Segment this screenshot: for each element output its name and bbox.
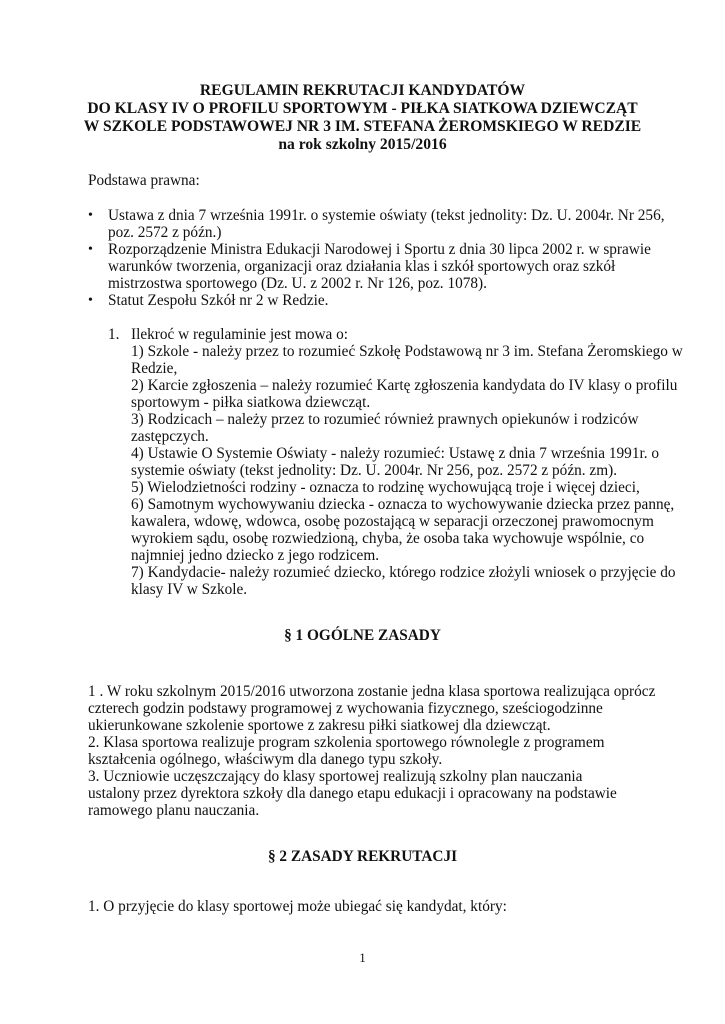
definitions-line: wyrokiem sądu, osobę rozwiedzioną, chyba, że osoba taka wychowuje wspólnie, co xyxy=(131,530,645,547)
definitions-line: najmniej jedno dziecko z jego rodzicem. xyxy=(131,547,380,564)
definitions-line: klasy IV w Szkole. xyxy=(131,581,248,598)
title-line-2: DO KLASY IV O PROFILU SPORTOWYM - PIŁKA SIATKOWA DZIEWCZĄT xyxy=(87,100,638,117)
definitions-line: systemie oświaty (tekst jednolity: Dz. U. 2004r. Nr 256, poz. 2572 z późn. zm). xyxy=(131,462,618,479)
legal-basis-item-3-line-1: Statut Zespołu Szkół nr 2 w Redzie. xyxy=(108,292,329,309)
legal-basis-item-2-line-1: Rozporządzenie Ministra Edukacji Narodowej i Sportu z dnia 30 lipca 2002 r. w sprawie xyxy=(108,241,651,258)
section-1-line: kształcenia ogólnego, właściwym dla danego typu szkoły. xyxy=(88,751,443,768)
section-1-heading: § 1 OGÓLNE ZASADY xyxy=(284,627,441,644)
section-1-line: 2. Klasa sportowa realizuje program szkolenia sportowego równolegle z programem xyxy=(88,734,605,751)
legal-basis-heading: Podstawa prawna: xyxy=(88,172,200,189)
section-1-line: ukierunkowane szkolenie sportowe z zakresu piłki siatkowej dla dziewcząt. xyxy=(88,717,551,734)
definitions-line: Redzie, xyxy=(131,360,178,377)
section-2-line: 1. O przyjęcie do klasy sportowej może ubiegać się kandydat, który: xyxy=(88,898,507,915)
bullet-icon: • xyxy=(88,208,93,223)
section-1-line: ustalony przez dyrektora szkoły dla danego etapu edukacji i opracowany na podstawie xyxy=(88,785,617,802)
legal-basis-item-2-line-2: warunków tworzenia, organizacji oraz działania klas i szkół sportowych oraz szkół xyxy=(108,258,616,275)
legal-basis-item-2-line-3: mistrzostwa sportowego (Dz. U. z 2002 r. Nr 126, poz. 1078). xyxy=(108,275,487,292)
definitions-line: 6) Samotnym wychowywaniu dziecka - oznacza to wychowywanie dziecka przez pannę, xyxy=(131,496,675,513)
definitions-line: 1) Szkole - należy przez to rozumieć Szkołę Podstawową nr 3 im. Stefana Żeromskiego w xyxy=(131,343,683,360)
definitions-line: 3) Rodzicach – należy przez to rozumieć również prawnych opiekunów i rodziców xyxy=(131,411,639,428)
definitions-line: Ilekroć w regulaminie jest mowa o: xyxy=(131,326,349,343)
definitions-line: 4) Ustawie O Systemie Oświaty - należy rozumieć: Ustawę z dnia 7 września 1991r. o xyxy=(131,445,660,462)
definitions-line: kawalera, wdowę, wdowca, osobę pozostającą w separacji orzeczonej prawomocnym xyxy=(131,513,654,530)
section-1-line: 3. Uczniowie uczęszczający do klasy sportowej realizują szkolny plan nauczania xyxy=(88,768,583,785)
definitions-line: 2) Karcie zgłoszenia – należy rozumieć Kartę zgłoszenia kandydata do IV klasy o profilu xyxy=(131,377,678,394)
section-2-heading: § 2 ZASADY REKRUTACJI xyxy=(267,848,458,865)
page-number: 1 xyxy=(359,950,366,965)
section-1-line: czterech godzin podstawy programowej z wychowania fizycznego, sześciogodzinne xyxy=(88,700,603,717)
document-title xyxy=(0,82,725,154)
section-1-line: 1 . W roku szkolnym 2015/2016 utworzona zostanie jedna klasa sportowa realizująca oprócz xyxy=(88,683,656,700)
definitions-line: sportowym - piłka siatkowa dziewcząt. xyxy=(131,394,371,411)
title-line-3: W SZKOLE PODSTAWOWEJ NR 3 IM. STEFANA ŻEROMSKIEGO W REDZIE xyxy=(83,118,642,135)
title-line-4: na rok szkolny 2015/2016 xyxy=(278,136,447,153)
section-1-line: ramowego planu nauczania. xyxy=(88,802,260,819)
definitions-line: 7) Kandydacie- należy rozumieć dziecko, którego rodzice złożyli wniosek o przyjęcie do xyxy=(131,564,676,581)
legal-basis-item-1-line-1: Ustawa z dnia 7 września 1991r. o systemie oświaty (tekst jednolity: Dz. U. 2004r. Nr 256, xyxy=(108,207,665,224)
definitions-line: zastępczych. xyxy=(131,428,209,445)
legal-basis-item-1-line-2: poz. 2572 z późn.) xyxy=(108,224,222,241)
title-line-1: REGULAMIN REKRUTACJI KANDYDATÓW xyxy=(199,82,526,99)
bullet-icon: • xyxy=(88,242,93,257)
definitions-line: 5) Wielodzietności rodziny - oznacza to rodzinę wychowującą troje i więcej dzieci, xyxy=(131,479,640,496)
definitions-number: 1. xyxy=(108,326,120,343)
bullet-icon: • xyxy=(88,293,93,308)
